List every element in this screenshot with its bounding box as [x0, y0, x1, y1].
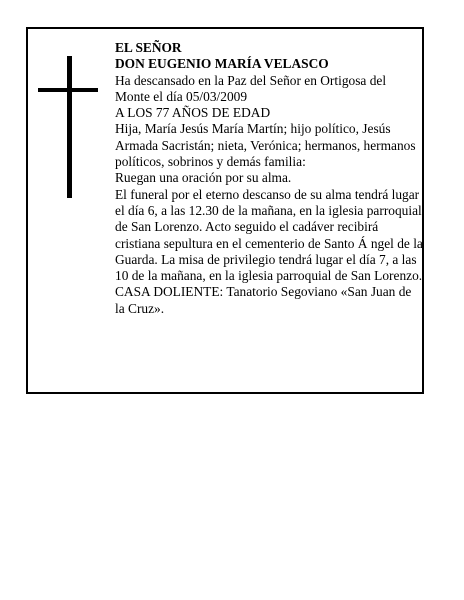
funeral-details: El funeral por el eterno descanso de su alma tendrá lugar el día 6, a las 12.30 de la mañana, en la iglesia parroquial de San Lorenzo. Acto seguido el cadáver recibirá cristiana sepultura en el cementerio de Santo Á ngel de la Guarda. La misa de privilegio tendrá lugar el día 7, a las 10 de la mañana, en la iglesia parroquial de San Lorenzo. — [115, 186, 423, 284]
mourning-house: CASA DOLIENTE: Tanatorio Segoviano «San Juan de la Cruz». — [115, 284, 412, 316]
family-list: Hija, María Jesús María Martín; hijo político, Jesús Armada Sacristán; nieta, Verónica; hermanos, hermanos políticos, sobrinos y demás familia: — [115, 121, 416, 170]
notice-text — [115, 40, 423, 317]
cross-icon — [38, 56, 98, 198]
age-line: A LOS 77 AÑOS DE EDAD — [115, 105, 271, 121]
obituary-notice — [26, 27, 424, 394]
cross-horizontal-bar — [38, 88, 98, 92]
deceased-name: DON EUGENIO MARÍA VELASCO — [115, 56, 329, 72]
death-details: Ha descansado en la Paz del Señor en Ortigosa del Monte el día 05/03/2009 — [115, 72, 387, 104]
title-line-1: EL SEÑOR — [115, 40, 182, 55]
cross-vertical-bar — [67, 56, 72, 198]
prayer-request: Ruegan una oración por su alma. — [115, 170, 292, 186]
